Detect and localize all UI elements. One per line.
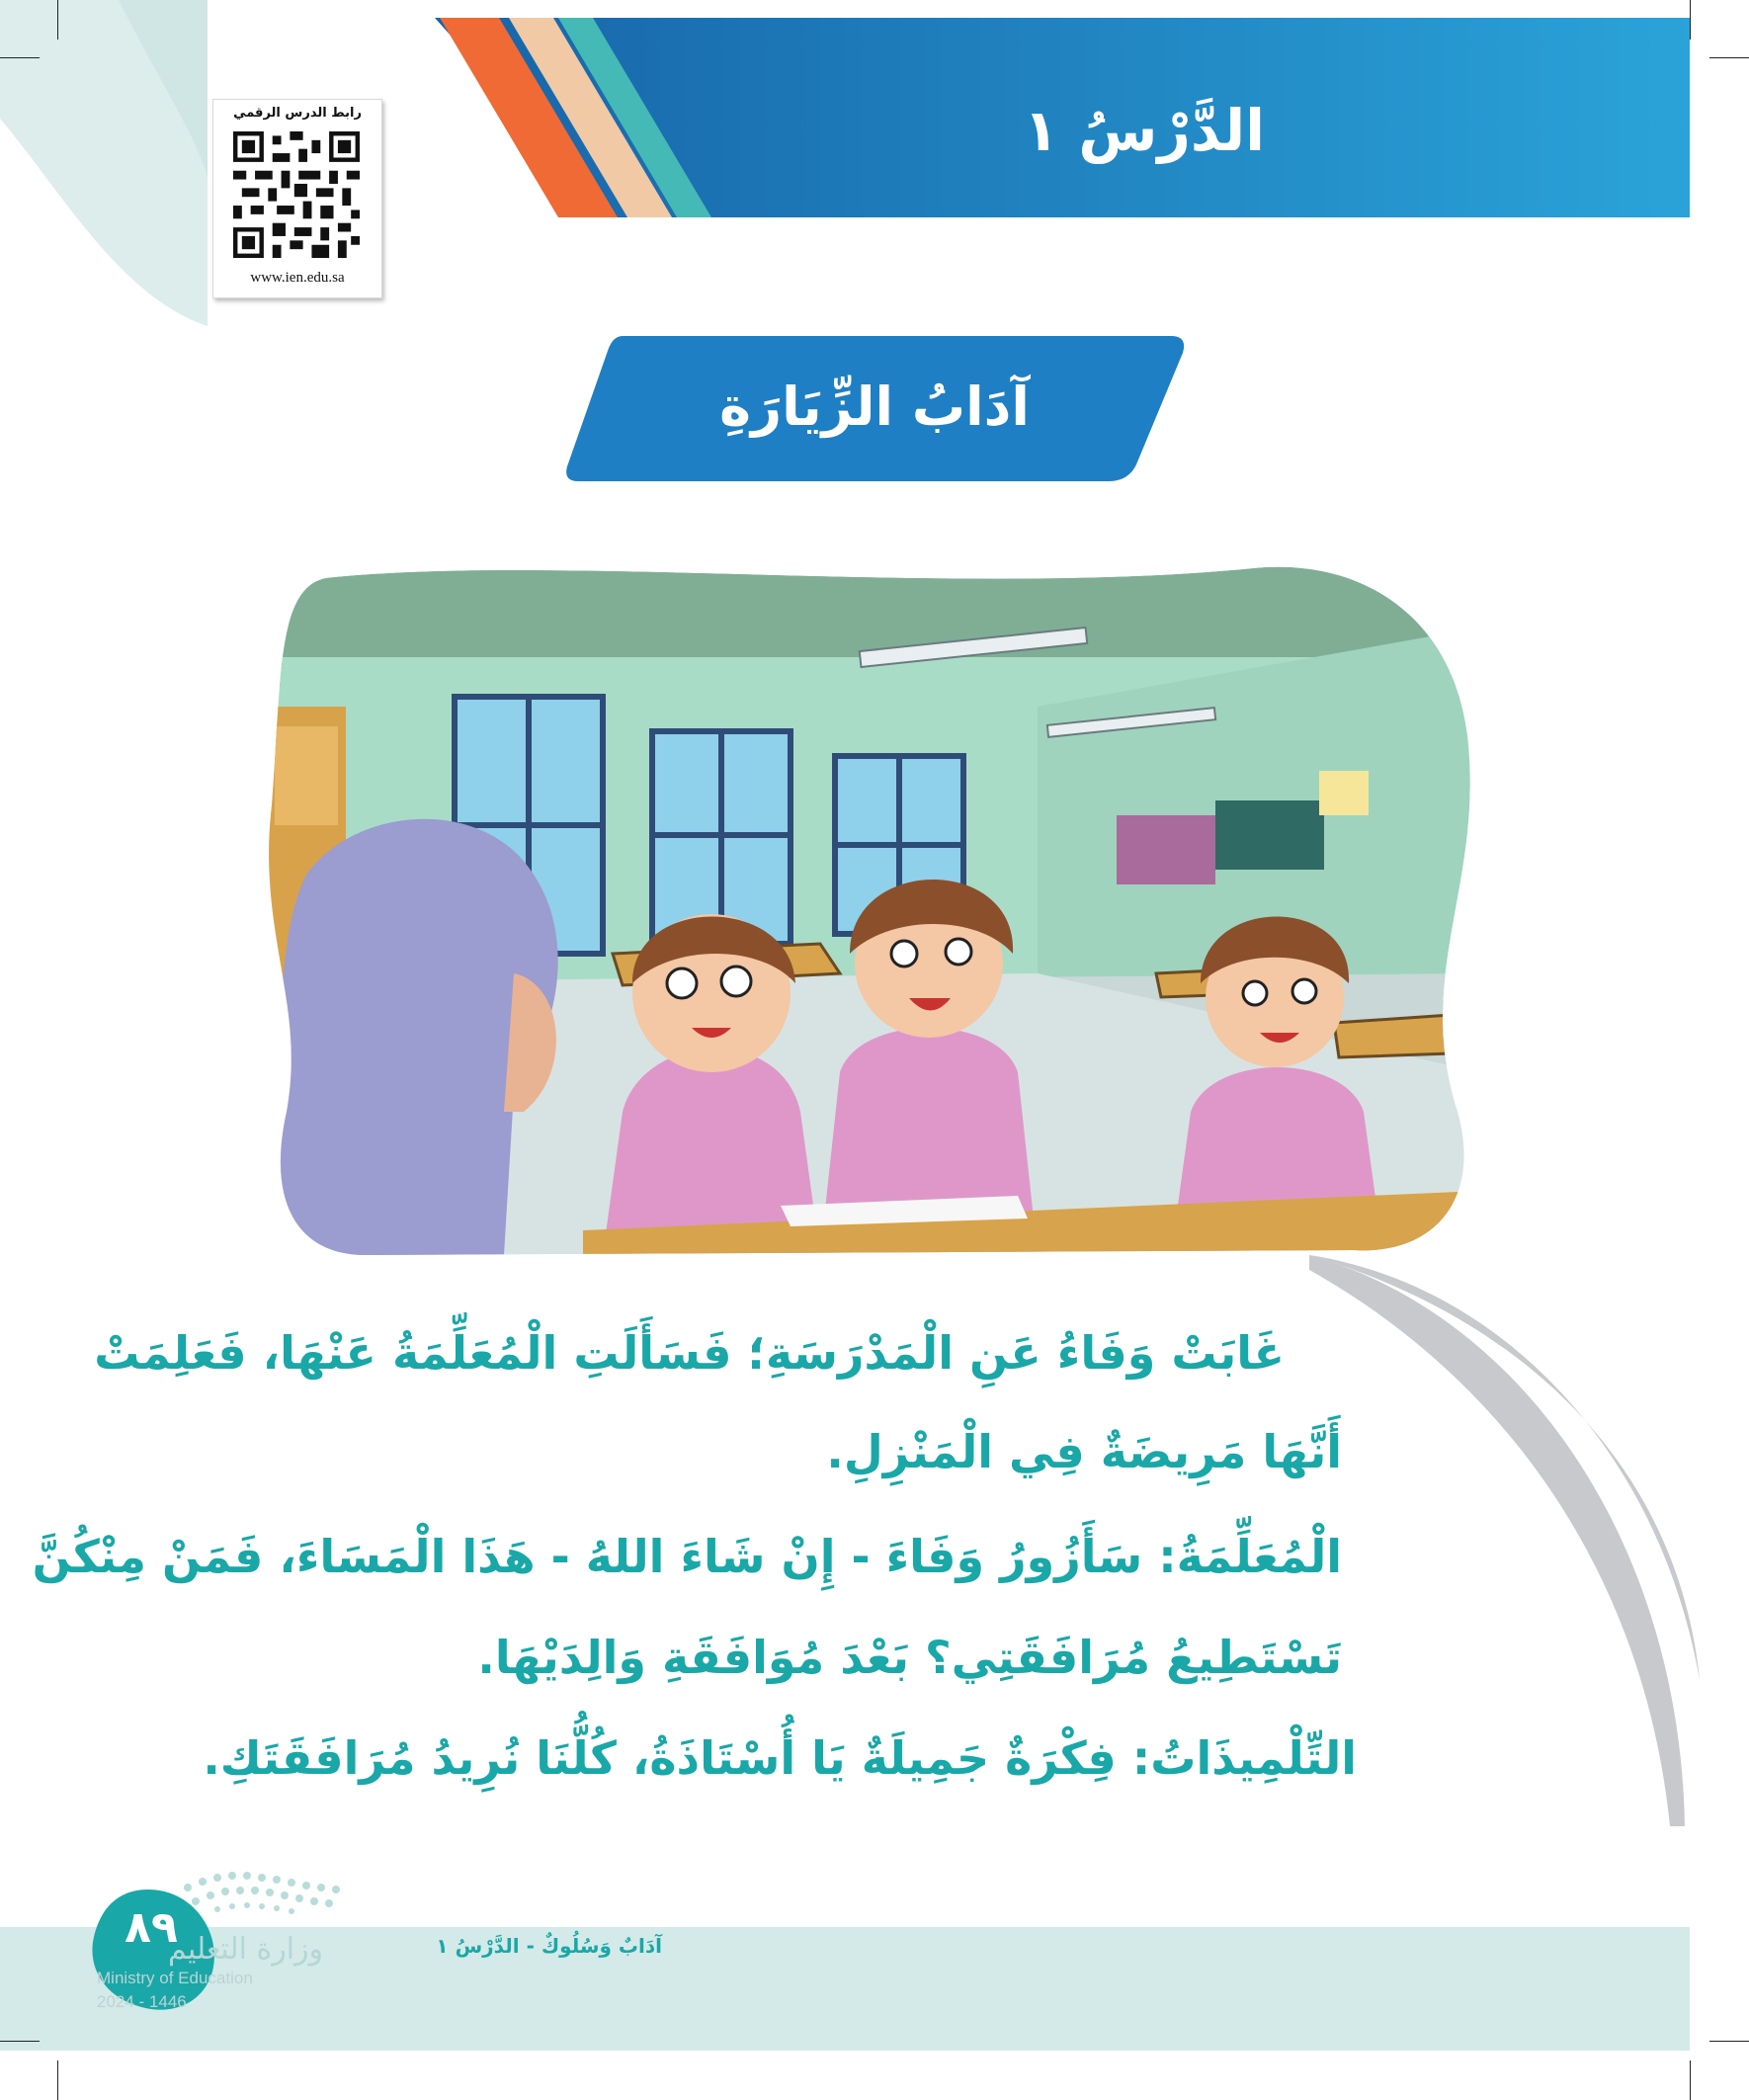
ministry-name-english: Ministry of Education: [97, 1969, 253, 1987]
qr-card[interactable]: [212, 99, 382, 298]
crop-mark: [1690, 0, 1691, 40]
ministry-logo-icon: [178, 1858, 356, 1927]
crop-mark: [0, 57, 40, 58]
qr-label: رابط الدرس الرقمي: [233, 106, 362, 121]
teacher-speech-1: سَأَزُورُ وَفَاءَ - إِنْ شَاءَ اللهُ - هَذَا الْمَسَاءَ، فَمَنْ مِنْكُنَّ: [32, 1530, 1159, 1583]
crop-mark: [1709, 2041, 1749, 2042]
ministry-name-arabic: وزارة التعليم: [168, 1932, 324, 1967]
paragraph-3: [203, 1731, 1357, 1785]
crop-mark: [1709, 57, 1749, 58]
speaker-students: التِّلْمِيذَاتُ:: [1131, 1731, 1357, 1785]
qr-url[interactable]: www.ien.edu.sa: [250, 270, 345, 286]
speaker-teacher: الْمُعَلِّمَةُ:: [1158, 1530, 1342, 1583]
paragraph-1-line-2: أَنَّهَا مَرِيضَةٌ فِي الْمَنْزِلِ.: [826, 1425, 1342, 1478]
ministry-year: 2024 - 1446: [97, 1992, 187, 2011]
students-speech: فِكْرَةٌ جَمِيلَةٌ يَا أُسْتَاذَةُ، كُلُّنَا نُرِيدُ مُرَافَقَتَكِ.: [203, 1731, 1132, 1785]
classroom-illustration: [267, 558, 1480, 1255]
qr-code-icon[interactable]: [233, 131, 360, 258]
paragraph-1-line-1: غَابَتْ وَفَاءُ عَنِ الْمَدْرَسَةِ؛ فَسَأَلَتِ الْمُعَلِّمَةُ عَنْهَا، فَعَلِمَتْ: [94, 1326, 1285, 1380]
page-number: ٨٩: [125, 1902, 178, 1953]
crop-mark: [0, 2041, 40, 2042]
footer-breadcrumb: آدَابٌ وَسُلُوكٌ - الدَّرْسُ ١: [436, 1934, 662, 1958]
paragraph-2-line-2: تَسْتَطِيعُ مُرَافَقَتِي؟ بَعْدَ مُوَافَقَةِ وَالِدَيْهَا.: [477, 1631, 1342, 1684]
topic-title: آدَابُ الزِّيَارَةِ: [719, 376, 1030, 438]
crop-mark: [57, 2060, 58, 2100]
crop-mark: [57, 0, 58, 40]
paragraph-2-line-1: [32, 1530, 1342, 1583]
crop-mark: [1690, 2060, 1691, 2100]
lesson-title: الدَّرْسُ ١: [1023, 97, 1265, 164]
